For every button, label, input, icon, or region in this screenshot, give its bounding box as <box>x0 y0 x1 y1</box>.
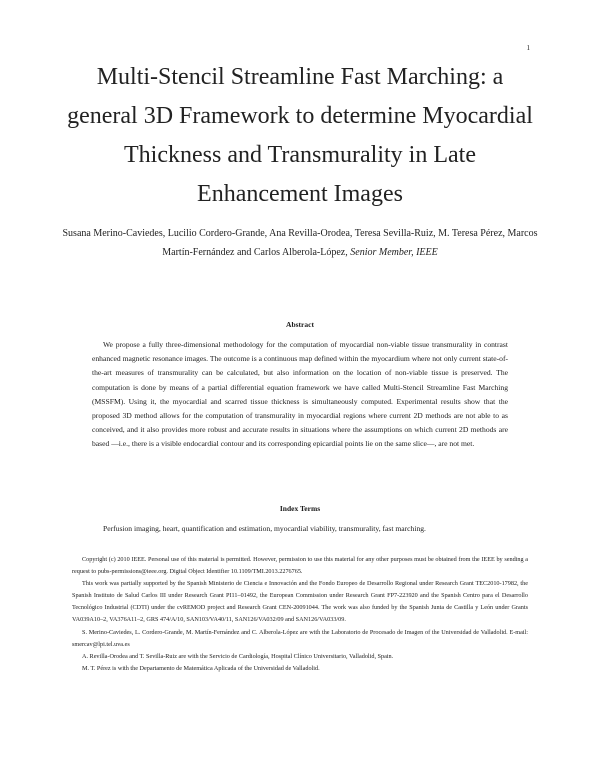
footnote-copyright: Copyright (c) 2010 IEEE. Personal use of this material is permitted. However, permission to use this material for any other purposes must be obtained from the IEEE by sending a request to pubs-permissions@ieee.org. Digital Object Identifier 10.1109/TMI.2013.2276765. <box>72 556 528 576</box>
page-number: 1 <box>526 44 530 52</box>
footnotes <box>72 554 528 675</box>
index-terms-heading: Index Terms <box>279 504 321 513</box>
author-membership: Senior Member, IEEE <box>350 247 438 258</box>
abstract-heading: Abstract <box>286 320 314 329</box>
abstract-text: We propose a fully three-dimensional methodology for the computation of myocardial non-viable tissue transmurality in contrast enhanced magnetic resonance images. The outcome is a continuous map defined within the myocardium where not only current state-of-the-art measures of transmurality can be calculated, but also information on the location of non-viable tissue is preserved. The computation is done by means of a partial differential equation framework we have called Multi-Stencil Streamline Fast Marching (MSSFM). Using it, the myocardial and scarred tissue thickness is simultaneously computed. Experimental results show that the proposed 3D method allows for the computation of transmurality in myocardial regions where current 2D methods are not able to as conceived, and it also provides more robust and accurate results in situations where the assumptions on which current 2D methods are based —i.e., there is a visible endocardial contour and its corresponding epicardial points lie on the same slice—, are not met. <box>92 340 508 449</box>
footnote-affiliation-cardiology: A. Revilla-Orodea and T. Sevilla-Ruiz are with the Servicio de Cardiología, Hospital Clínico Universitario, Valladolid, Spain. <box>82 652 394 660</box>
author-names: Susana Merino-Caviedes, Lucilio Cordero-Grande, Ana Revilla-Orodea, Teresa Sevilla-Ruiz, M. Teresa Pérez, Marcos Martín-Fernández and Carlos Alberola-López, <box>62 228 538 258</box>
index-terms-text: Perfusion imaging, heart, quantification and estimation, myocardial viability, transmurality, fast marching. <box>103 524 426 533</box>
footnote-affiliation-lpi: S. Merino-Caviedes, L. Cordero-Grande, M. Martín-Fernández and C. Alberola-López are with the Laboratorio de Procesado de Imagen of the Universidad de Valladolid. E-mail: smercav@lpi.tel.uva.es <box>72 628 528 648</box>
paper-title: Multi-Stencil Streamline Fast Marching: a general 3D Framework to determine Myocardial Thickness and Transmurality in Late Enhancement Images <box>67 64 533 207</box>
footnote-affiliation-math: M. T. Pérez is with the Departamento de Matemática Aplicada of the Universidad de Valladolid. <box>82 664 320 672</box>
footnote-funding: This work was partially supported by the Spanish Ministerio de Ciencia e Innovación and the Fondo Europeo de Desarrollo Regional under Research Grant TEC2010-17982, the Spanish Instituto de Salud Carlos III under Research Grant PI11–01492, the European Commission under Research Grant FP7-223920 and the Spanish Centro para el Desarrollo Tecnológico Industrial (CDTI) under the cvREMOD project and Research Grant CEN-20091044. The work was also funded by the Spanish Junta de Castilla y León under Grants VA039A10–2, VA376A11–2, GRS 474/A/10, SAN103/VA40/11, SAN126/VA032/09 and SAN126/VA033/09. <box>72 580 528 624</box>
author-list <box>60 224 540 262</box>
